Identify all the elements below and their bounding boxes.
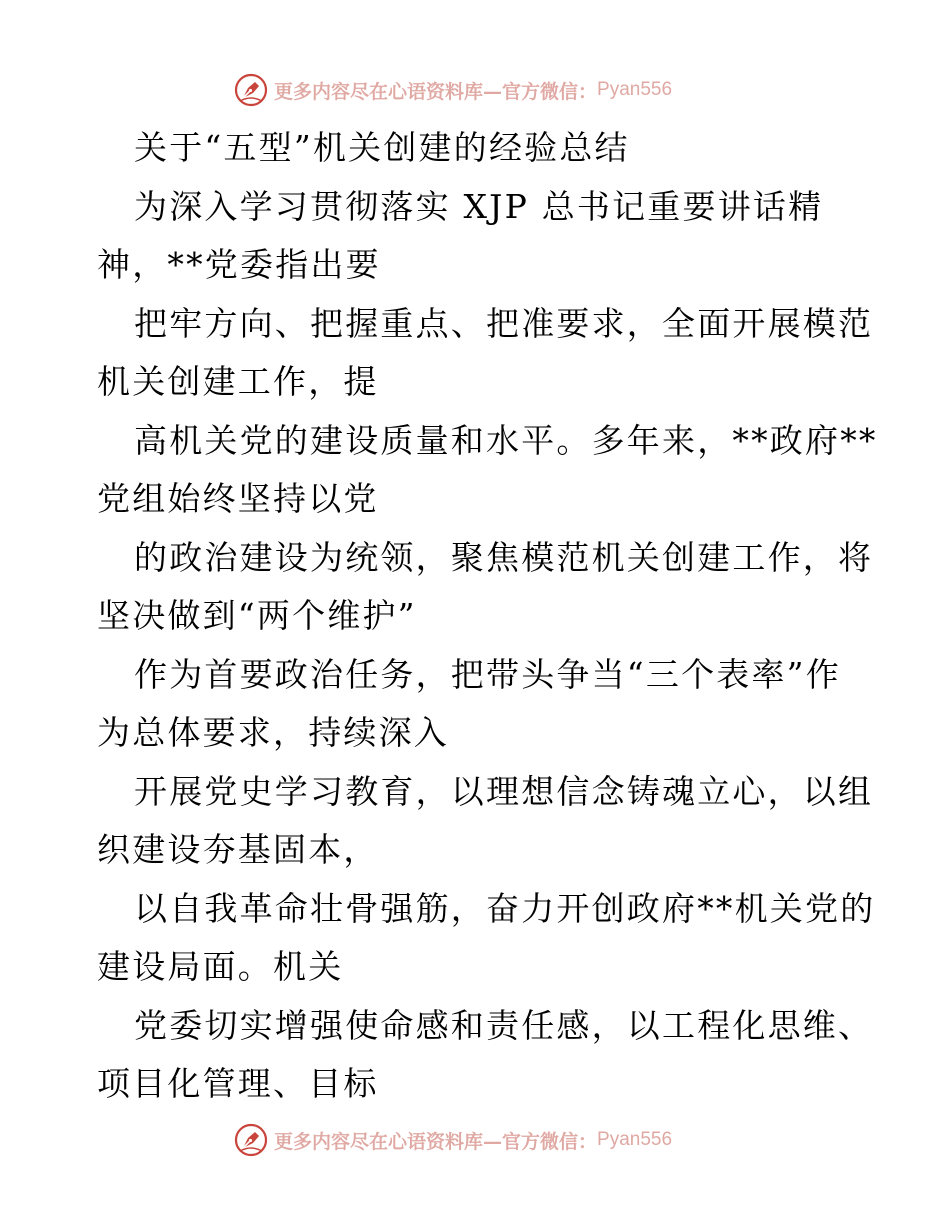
- paragraph-line: 神，**党委指出要: [97, 245, 381, 284]
- paragraph-line: 机关创建工作，提: [97, 362, 379, 401]
- paragraph-line: 高机关党的建设质量和水平。多年来，**政府**: [134, 421, 878, 460]
- paragraph-line: 坚决做到“两个维护”: [97, 596, 417, 635]
- paragraph-line: 党组始终坚持以党: [97, 479, 379, 518]
- pen-nib-logo-icon: [234, 1123, 268, 1157]
- paragraph-line: 作为首要政治任务，把带头争当“三个表率”作: [134, 655, 841, 694]
- watermark-text: 更多内容尽在心语资料库—官方微信：: [274, 1130, 598, 1153]
- watermark-text: 更多内容尽在心语资料库—官方微信：: [274, 80, 598, 103]
- paragraph-line: 织建设夯基固本，: [97, 830, 379, 869]
- paragraph-line: 以自我革命壮骨强筋，奋力开创政府**机关党的: [134, 889, 876, 928]
- paragraph-line: 党委切实增强使命感和责任感，以工程化思维、: [134, 1006, 874, 1045]
- pen-nib-logo-icon: [234, 73, 268, 107]
- document-title: 关于“五型”机关创建的经验总结: [134, 128, 630, 167]
- paragraph-line: 把牢方向、把握重点、把准要求，全面开展模范: [134, 304, 874, 343]
- footer-watermark: [234, 1122, 672, 1158]
- paragraph-line: 项目化管理、目标: [97, 1064, 379, 1103]
- paragraph-line: 建设局面。机关: [97, 947, 344, 986]
- paragraph-line: 为总体要求，持续深入: [97, 713, 449, 752]
- paragraph-line: 为深入学习贯彻落实 XJP 总书记重要讲话精: [134, 187, 824, 226]
- watermark-wechat-id: Pyan556: [597, 79, 673, 100]
- header-watermark: [234, 72, 672, 108]
- paragraph-line: 的政治建设为统领，聚焦模范机关创建工作，将: [134, 538, 874, 577]
- watermark-wechat-id: Pyan556: [597, 1129, 673, 1150]
- paragraph-line: 开展党史学习教育，以理想信念铸魂立心，以组: [134, 772, 874, 811]
